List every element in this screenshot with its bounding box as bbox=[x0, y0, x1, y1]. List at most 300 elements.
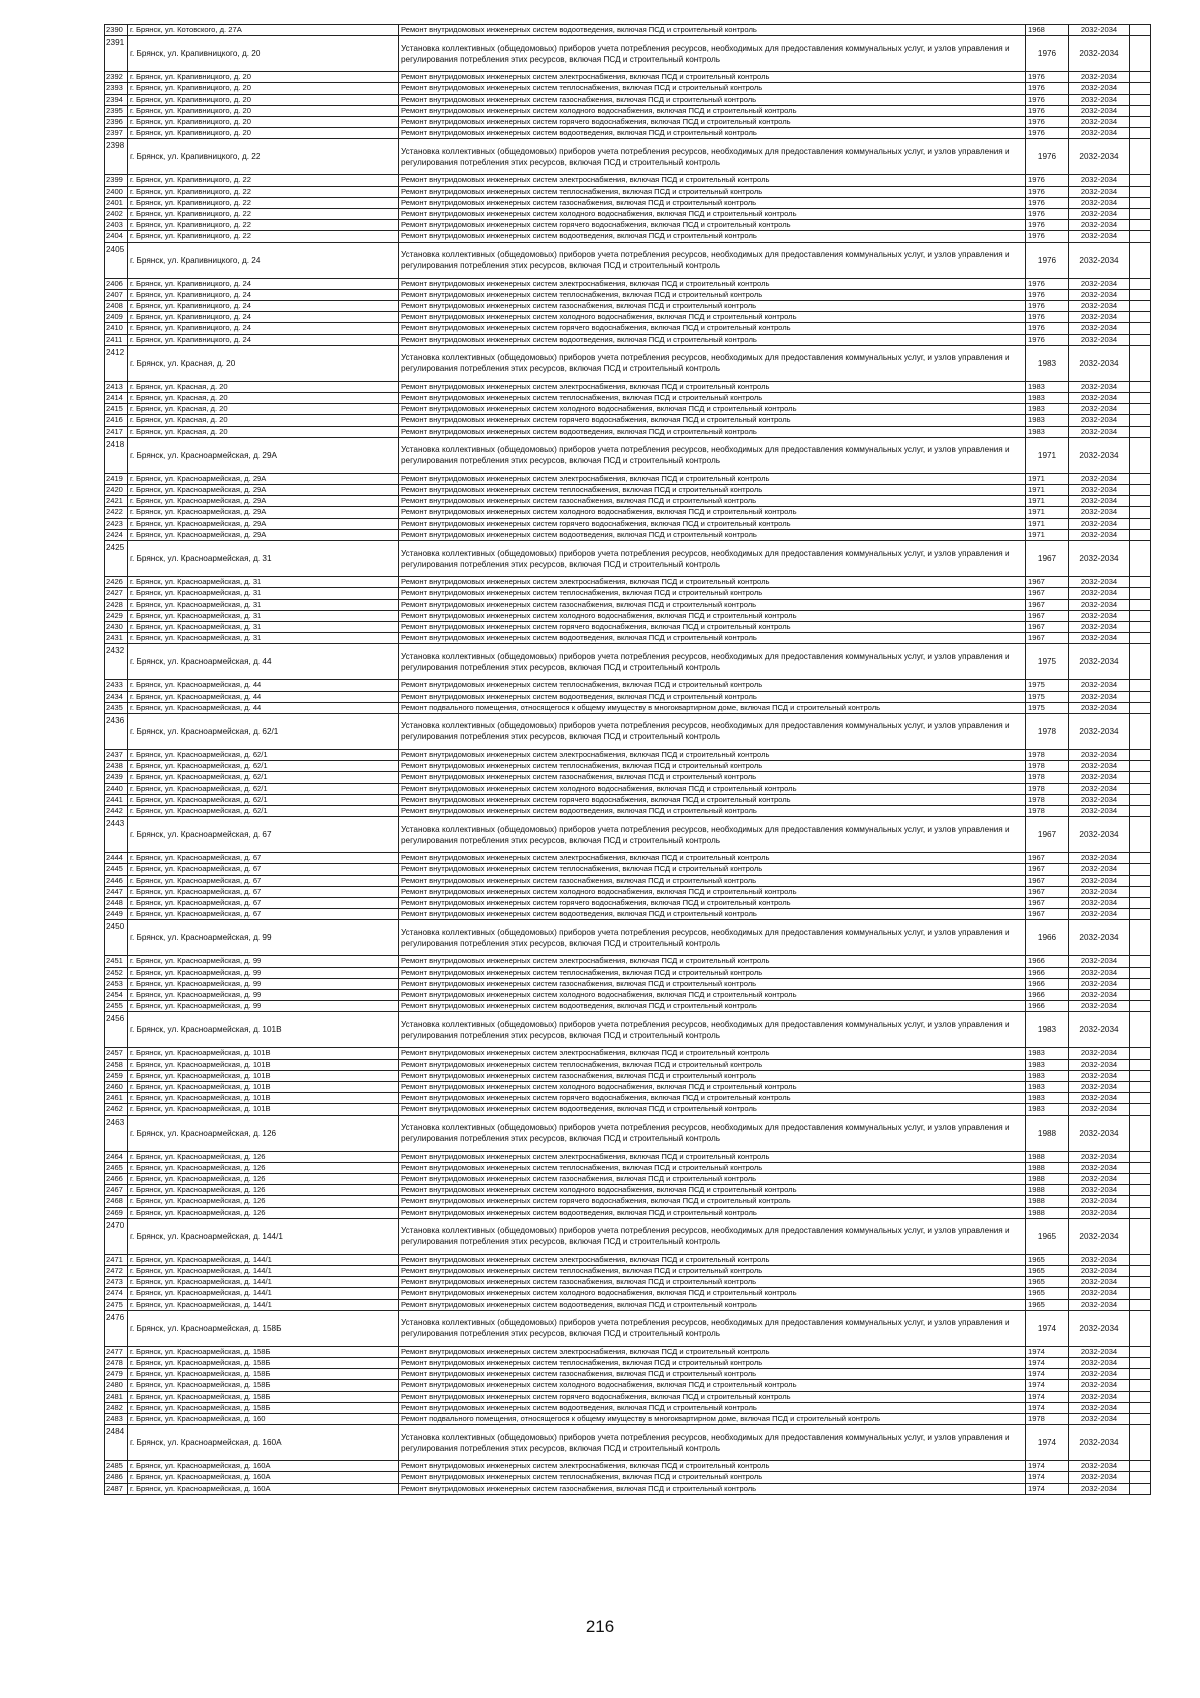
address-cell: г. Брянск, ул. Крапивницкого, д. 24 bbox=[128, 334, 399, 345]
table-row bbox=[105, 507, 1151, 518]
year-cell: 1974 bbox=[1026, 1391, 1069, 1402]
year-cell: 1967 bbox=[1026, 621, 1069, 632]
work-type-cell: Ремонт внутридомовых инженерных систем электроснабжения, включая ПСД и строительный контроль bbox=[399, 473, 1026, 484]
row-number: 2455 bbox=[105, 1001, 128, 1012]
row-number: 2390 bbox=[105, 25, 128, 36]
address-cell: г. Брянск, ул. Красноармейская, д. 126 bbox=[128, 1207, 399, 1218]
row-number: 2424 bbox=[105, 529, 128, 540]
row-number: 2422 bbox=[105, 507, 128, 518]
work-type-cell: Ремонт внутридомовых инженерных систем теплоснабжения, включая ПСД и строительный контроль bbox=[399, 967, 1026, 978]
empty-cell bbox=[1130, 1288, 1151, 1299]
table-row bbox=[105, 989, 1151, 1000]
year-cell: 1978 bbox=[1026, 772, 1069, 783]
empty-cell bbox=[1130, 541, 1151, 577]
address-cell: г. Брянск, ул. Красноармейская, д. 101В bbox=[128, 1012, 399, 1048]
row-number: 2462 bbox=[105, 1104, 128, 1115]
year-cell: 1988 bbox=[1026, 1115, 1069, 1151]
work-type-cell: Ремонт внутридомовых инженерных систем водоотведения, включая ПСД и строительный контроль bbox=[399, 1299, 1026, 1310]
table-row bbox=[105, 345, 1151, 381]
table-row bbox=[105, 1218, 1151, 1254]
period-cell: 2032-2034 bbox=[1069, 956, 1130, 967]
row-number: 2420 bbox=[105, 485, 128, 496]
year-cell: 1974 bbox=[1026, 1472, 1069, 1483]
year-cell: 1976 bbox=[1026, 94, 1069, 105]
period-cell: 2032-2034 bbox=[1069, 1358, 1130, 1369]
year-cell: 1968 bbox=[1026, 25, 1069, 36]
address-cell: г. Брянск, ул. Красноармейская, д. 99 bbox=[128, 967, 399, 978]
period-cell: 2032-2034 bbox=[1069, 518, 1130, 529]
work-type-cell: Ремонт внутридомовых инженерных систем горячего водоснабжения, включая ПСД и строительный контроль bbox=[399, 621, 1026, 632]
period-cell: 2032-2034 bbox=[1069, 415, 1130, 426]
address-cell: г. Брянск, ул. Крапивницкого, д. 22 bbox=[128, 175, 399, 186]
empty-cell bbox=[1130, 197, 1151, 208]
period-cell: 2032-2034 bbox=[1069, 36, 1130, 72]
period-cell: 2032-2034 bbox=[1069, 1346, 1130, 1357]
year-cell: 1983 bbox=[1026, 393, 1069, 404]
address-cell: г. Брянск, ул. Красноармейская, д. 29А bbox=[128, 529, 399, 540]
empty-cell bbox=[1130, 805, 1151, 816]
empty-cell bbox=[1130, 599, 1151, 610]
year-cell: 1971 bbox=[1026, 437, 1069, 473]
address-cell: г. Брянск, ул. Красноармейская, д. 126 bbox=[128, 1185, 399, 1196]
work-type-cell: Ремонт внутридомовых инженерных систем теплоснабжения, включая ПСД и строительный контроль bbox=[399, 1162, 1026, 1173]
period-cell: 2032-2034 bbox=[1069, 437, 1130, 473]
empty-cell bbox=[1130, 864, 1151, 875]
work-type-cell: Ремонт внутридомовых инженерных систем холодного водоснабжения, включая ПСД и строительный контроль bbox=[399, 1288, 1026, 1299]
work-type-cell: Ремонт внутридомовых инженерных систем теплоснабжения, включая ПСД и строительный контроль bbox=[399, 864, 1026, 875]
work-type-cell: Ремонт внутридомовых инженерных систем газоснабжения, включая ПСД и строительный контроль bbox=[399, 94, 1026, 105]
empty-cell bbox=[1130, 633, 1151, 644]
year-cell: 1966 bbox=[1026, 989, 1069, 1000]
work-type-cell: Ремонт внутридомовых инженерных систем холодного водоснабжения, включая ПСД и строительный контроль bbox=[399, 1081, 1026, 1092]
empty-cell bbox=[1130, 713, 1151, 749]
empty-cell bbox=[1130, 437, 1151, 473]
period-cell: 2032-2034 bbox=[1069, 772, 1130, 783]
row-number: 2485 bbox=[105, 1461, 128, 1472]
work-type-cell: Установка коллективных (общедомовых) приборов учета потребления ресурсов, необходимых для предоставления коммунальных услуг, и узлов управления и регулирования потребления этих ресурсов, включая ПСД и строительный контроль bbox=[399, 713, 1026, 749]
year-cell: 1976 bbox=[1026, 197, 1069, 208]
period-cell: 2032-2034 bbox=[1069, 577, 1130, 588]
row-number: 2403 bbox=[105, 220, 128, 231]
year-cell: 1976 bbox=[1026, 301, 1069, 312]
address-cell: г. Брянск, ул. Красноармейская, д. 160 bbox=[128, 1414, 399, 1425]
empty-cell bbox=[1130, 242, 1151, 278]
row-number: 2478 bbox=[105, 1358, 128, 1369]
row-number: 2392 bbox=[105, 72, 128, 83]
address-cell: г. Брянск, ул. Красноармейская, д. 158Б bbox=[128, 1402, 399, 1413]
period-cell: 2032-2034 bbox=[1069, 231, 1130, 242]
work-type-cell: Ремонт внутридомовых инженерных систем электроснабжения, включая ПСД и строительный контроль bbox=[399, 1461, 1026, 1472]
address-cell: г. Брянск, ул. Красноармейская, д. 29А bbox=[128, 473, 399, 484]
year-cell: 1978 bbox=[1026, 713, 1069, 749]
table-row bbox=[105, 1207, 1151, 1218]
empty-cell bbox=[1130, 772, 1151, 783]
row-number: 2432 bbox=[105, 644, 128, 680]
period-cell: 2032-2034 bbox=[1069, 186, 1130, 197]
table-row bbox=[105, 897, 1151, 908]
empty-cell bbox=[1130, 426, 1151, 437]
empty-cell bbox=[1130, 139, 1151, 175]
table-row bbox=[105, 25, 1151, 36]
year-cell: 1976 bbox=[1026, 323, 1069, 334]
empty-cell bbox=[1130, 231, 1151, 242]
row-number: 2487 bbox=[105, 1483, 128, 1494]
table-row bbox=[105, 312, 1151, 323]
row-number: 2399 bbox=[105, 175, 128, 186]
row-number: 2437 bbox=[105, 749, 128, 760]
table-row bbox=[105, 1012, 1151, 1048]
year-cell: 1965 bbox=[1026, 1218, 1069, 1254]
empty-cell bbox=[1130, 415, 1151, 426]
address-cell: г. Брянск, ул. Красная, д. 20 bbox=[128, 345, 399, 381]
row-number: 2477 bbox=[105, 1346, 128, 1357]
period-cell: 2032-2034 bbox=[1069, 1207, 1130, 1218]
period-cell: 2032-2034 bbox=[1069, 1151, 1130, 1162]
table-row bbox=[105, 1483, 1151, 1494]
work-type-cell: Установка коллективных (общедомовых) приборов учета потребления ресурсов, необходимых для предоставления коммунальных услуг, и узлов управления и регулирования потребления этих ресурсов, включая ПСД и строительный контроль bbox=[399, 920, 1026, 956]
period-cell: 2032-2034 bbox=[1069, 1425, 1130, 1461]
empty-cell bbox=[1130, 1346, 1151, 1357]
address-cell: г. Брянск, ул. Красноармейская, д. 31 bbox=[128, 633, 399, 644]
table-row bbox=[105, 956, 1151, 967]
work-type-cell: Ремонт внутридомовых инженерных систем холодного водоснабжения, включая ПСД и строительный контроль bbox=[399, 1380, 1026, 1391]
year-cell: 1978 bbox=[1026, 783, 1069, 794]
empty-cell bbox=[1130, 1310, 1151, 1346]
table-row bbox=[105, 1048, 1151, 1059]
work-type-cell: Ремонт внутридомовых инженерных систем горячего водоснабжения, включая ПСД и строительный контроль bbox=[399, 323, 1026, 334]
year-cell: 1965 bbox=[1026, 1266, 1069, 1277]
address-cell: г. Брянск, ул. Красноармейская, д. 99 bbox=[128, 978, 399, 989]
work-type-cell: Ремонт внутридомовых инженерных систем газоснабжения, включая ПСД и строительный контроль bbox=[399, 875, 1026, 886]
empty-cell bbox=[1130, 301, 1151, 312]
empty-cell bbox=[1130, 1185, 1151, 1196]
work-type-cell: Ремонт внутридомовых инженерных систем электроснабжения, включая ПСД и строительный контроль bbox=[399, 853, 1026, 864]
empty-cell bbox=[1130, 588, 1151, 599]
period-cell: 2032-2034 bbox=[1069, 886, 1130, 897]
period-cell: 2032-2034 bbox=[1069, 94, 1130, 105]
period-cell: 2032-2034 bbox=[1069, 1369, 1130, 1380]
address-cell: г. Брянск, ул. Красноармейская, д. 160А bbox=[128, 1461, 399, 1472]
row-number: 2433 bbox=[105, 680, 128, 691]
period-cell: 2032-2034 bbox=[1069, 978, 1130, 989]
address-cell: г. Брянск, ул. Красноармейская, д. 126 bbox=[128, 1115, 399, 1151]
table-body bbox=[105, 25, 1151, 1495]
row-number: 2442 bbox=[105, 805, 128, 816]
work-type-cell: Ремонт внутридомовых инженерных систем электроснабжения, включая ПСД и строительный контроль bbox=[399, 72, 1026, 83]
work-type-cell: Ремонт внутридомовых инженерных систем горячего водоснабжения, включая ПСД и строительный контроль bbox=[399, 1391, 1026, 1402]
period-cell: 2032-2034 bbox=[1069, 529, 1130, 540]
period-cell: 2032-2034 bbox=[1069, 864, 1130, 875]
row-number: 2396 bbox=[105, 117, 128, 128]
work-type-cell: Ремонт внутридомовых инженерных систем водоотведения, включая ПСД и строительный контроль bbox=[399, 1402, 1026, 1413]
row-number: 2429 bbox=[105, 610, 128, 621]
table-row bbox=[105, 909, 1151, 920]
table-row bbox=[105, 621, 1151, 632]
work-type-cell: Ремонт внутридомовых инженерных систем теплоснабжения, включая ПСД и строительный контроль bbox=[399, 761, 1026, 772]
table-row bbox=[105, 772, 1151, 783]
empty-cell bbox=[1130, 83, 1151, 94]
table-row bbox=[105, 529, 1151, 540]
address-cell: г. Брянск, ул. Крапивницкого, д. 20 bbox=[128, 105, 399, 116]
table-row bbox=[105, 117, 1151, 128]
period-cell: 2032-2034 bbox=[1069, 1070, 1130, 1081]
row-number: 2400 bbox=[105, 186, 128, 197]
address-cell: г. Брянск, ул. Крапивницкого, д. 24 bbox=[128, 289, 399, 300]
work-type-cell: Ремонт внутридомовых инженерных систем горячего водоснабжения, включая ПСД и строительный контроль bbox=[399, 794, 1026, 805]
table-row bbox=[105, 817, 1151, 853]
table-row bbox=[105, 1346, 1151, 1357]
row-number: 2421 bbox=[105, 496, 128, 507]
address-cell: г. Брянск, ул. Котовского, д. 27А bbox=[128, 25, 399, 36]
empty-cell bbox=[1130, 186, 1151, 197]
period-cell: 2032-2034 bbox=[1069, 301, 1130, 312]
period-cell: 2032-2034 bbox=[1069, 507, 1130, 518]
row-number: 2411 bbox=[105, 334, 128, 345]
table-row bbox=[105, 875, 1151, 886]
period-cell: 2032-2034 bbox=[1069, 644, 1130, 680]
address-cell: г. Брянск, ул. Крапивницкого, д. 24 bbox=[128, 312, 399, 323]
row-number: 2484 bbox=[105, 1425, 128, 1461]
year-cell: 1967 bbox=[1026, 610, 1069, 621]
address-cell: г. Брянск, ул. Красноармейская, д. 99 bbox=[128, 920, 399, 956]
empty-cell bbox=[1130, 853, 1151, 864]
address-cell: г. Брянск, ул. Красноармейская, д. 158Б bbox=[128, 1358, 399, 1369]
work-type-cell: Ремонт подвального помещения, относящегося к общему имуществу в многоквартирном доме, включая ПСД и строительный контроль bbox=[399, 702, 1026, 713]
work-type-cell: Ремонт внутридомовых инженерных систем теплоснабжения, включая ПСД и строительный контроль bbox=[399, 1472, 1026, 1483]
period-cell: 2032-2034 bbox=[1069, 117, 1130, 128]
work-type-cell: Установка коллективных (общедомовых) приборов учета потребления ресурсов, необходимых для предоставления коммунальных услуг, и узлов управления и регулирования потребления этих ресурсов, включая ПСД и строительный контроль bbox=[399, 437, 1026, 473]
empty-cell bbox=[1130, 25, 1151, 36]
period-cell: 2032-2034 bbox=[1069, 805, 1130, 816]
row-number: 2453 bbox=[105, 978, 128, 989]
work-type-cell: Ремонт внутридомовых инженерных систем холодного водоснабжения, включая ПСД и строительный контроль bbox=[399, 209, 1026, 220]
row-number: 2457 bbox=[105, 1048, 128, 1059]
table-row bbox=[105, 393, 1151, 404]
work-type-cell: Ремонт внутридомовых инженерных систем электроснабжения, включая ПСД и строительный контроль bbox=[399, 577, 1026, 588]
year-cell: 1971 bbox=[1026, 496, 1069, 507]
empty-cell bbox=[1130, 920, 1151, 956]
address-cell: г. Брянск, ул. Красноармейская, д. 67 bbox=[128, 897, 399, 908]
row-number: 2456 bbox=[105, 1012, 128, 1048]
table-row bbox=[105, 1254, 1151, 1265]
empty-cell bbox=[1130, 1059, 1151, 1070]
table-row bbox=[105, 105, 1151, 116]
table-row bbox=[105, 1461, 1151, 1472]
work-type-cell: Ремонт внутридомовых инженерных систем теплоснабжения, включая ПСД и строительный контроль bbox=[399, 1266, 1026, 1277]
row-number: 2465 bbox=[105, 1162, 128, 1173]
year-cell: 1988 bbox=[1026, 1162, 1069, 1173]
empty-cell bbox=[1130, 36, 1151, 72]
empty-cell bbox=[1130, 1299, 1151, 1310]
table-row bbox=[105, 473, 1151, 484]
empty-cell bbox=[1130, 1380, 1151, 1391]
period-cell: 2032-2034 bbox=[1069, 404, 1130, 415]
work-type-cell: Ремонт внутридомовых инженерных систем газоснабжения, включая ПСД и строительный контроль bbox=[399, 1369, 1026, 1380]
row-number: 2469 bbox=[105, 1207, 128, 1218]
empty-cell bbox=[1130, 393, 1151, 404]
table-row bbox=[105, 1081, 1151, 1092]
period-cell: 2032-2034 bbox=[1069, 989, 1130, 1000]
table-row bbox=[105, 83, 1151, 94]
year-cell: 1976 bbox=[1026, 128, 1069, 139]
row-number: 2428 bbox=[105, 599, 128, 610]
row-number: 2436 bbox=[105, 713, 128, 749]
work-type-cell: Ремонт внутридомовых инженерных систем теплоснабжения, включая ПСД и строительный контроль bbox=[399, 186, 1026, 197]
row-number: 2460 bbox=[105, 1081, 128, 1092]
work-type-cell: Ремонт внутридомовых инженерных систем электроснабжения, включая ПСД и строительный контроль bbox=[399, 1346, 1026, 1357]
period-cell: 2032-2034 bbox=[1069, 485, 1130, 496]
year-cell: 1983 bbox=[1026, 1059, 1069, 1070]
work-type-cell: Ремонт внутридомовых инженерных систем водоотведения, включая ПСД и строительный контроль bbox=[399, 633, 1026, 644]
year-cell: 1976 bbox=[1026, 209, 1069, 220]
year-cell: 1976 bbox=[1026, 83, 1069, 94]
year-cell: 1967 bbox=[1026, 588, 1069, 599]
year-cell: 1974 bbox=[1026, 1369, 1069, 1380]
row-number: 2441 bbox=[105, 794, 128, 805]
address-cell: г. Брянск, ул. Красноармейская, д. 31 bbox=[128, 541, 399, 577]
empty-cell bbox=[1130, 209, 1151, 220]
empty-cell bbox=[1130, 989, 1151, 1000]
period-cell: 2032-2034 bbox=[1069, 1093, 1130, 1104]
empty-cell bbox=[1130, 644, 1151, 680]
address-cell: г. Брянск, ул. Красноармейская, д. 101В bbox=[128, 1104, 399, 1115]
empty-cell bbox=[1130, 1196, 1151, 1207]
work-type-cell: Ремонт внутридомовых инженерных систем холодного водоснабжения, включая ПСД и строительный контроль bbox=[399, 1185, 1026, 1196]
table-row bbox=[105, 886, 1151, 897]
empty-cell bbox=[1130, 1358, 1151, 1369]
row-number: 2452 bbox=[105, 967, 128, 978]
empty-cell bbox=[1130, 1001, 1151, 1012]
work-type-cell: Ремонт внутридомовых инженерных систем холодного водоснабжения, включая ПСД и строительный контроль bbox=[399, 404, 1026, 415]
address-cell: г. Брянск, ул. Крапивницкого, д. 20 bbox=[128, 94, 399, 105]
table-row bbox=[105, 1174, 1151, 1185]
work-type-cell: Ремонт внутридомовых инженерных систем теплоснабжения, включая ПСД и строительный контроль bbox=[399, 680, 1026, 691]
table-row bbox=[105, 805, 1151, 816]
year-cell: 1974 bbox=[1026, 1461, 1069, 1472]
address-cell: г. Брянск, ул. Крапивницкого, д. 22 bbox=[128, 197, 399, 208]
period-cell: 2032-2034 bbox=[1069, 1483, 1130, 1494]
empty-cell bbox=[1130, 1115, 1151, 1151]
period-cell: 2032-2034 bbox=[1069, 1402, 1130, 1413]
table-row bbox=[105, 1425, 1151, 1461]
row-number: 2449 bbox=[105, 909, 128, 920]
empty-cell bbox=[1130, 886, 1151, 897]
row-number: 2440 bbox=[105, 783, 128, 794]
work-type-cell: Ремонт внутридомовых инженерных систем теплоснабжения, включая ПСД и строительный контроль bbox=[399, 1358, 1026, 1369]
table-row bbox=[105, 1115, 1151, 1151]
work-type-cell: Установка коллективных (общедомовых) приборов учета потребления ресурсов, необходимых для предоставления коммунальных услуг, и узлов управления и регулирования потребления этих ресурсов, включая ПСД и строительный контроль bbox=[399, 1425, 1026, 1461]
row-number: 2395 bbox=[105, 105, 128, 116]
period-cell: 2032-2034 bbox=[1069, 1254, 1130, 1265]
table-row bbox=[105, 175, 1151, 186]
row-number: 2412 bbox=[105, 345, 128, 381]
address-cell: г. Брянск, ул. Красноармейская, д. 126 bbox=[128, 1162, 399, 1173]
address-cell: г. Брянск, ул. Красноармейская, д. 99 bbox=[128, 1001, 399, 1012]
work-type-cell: Ремонт внутридомовых инженерных систем газоснабжения, включая ПСД и строительный контроль bbox=[399, 1070, 1026, 1081]
empty-cell bbox=[1130, 875, 1151, 886]
table-row bbox=[105, 334, 1151, 345]
table-row bbox=[105, 209, 1151, 220]
row-number: 2431 bbox=[105, 633, 128, 644]
row-number: 2471 bbox=[105, 1254, 128, 1265]
period-cell: 2032-2034 bbox=[1069, 426, 1130, 437]
work-type-cell: Ремонт внутридомовых инженерных систем водоотведения, включая ПСД и строительный контроль bbox=[399, 426, 1026, 437]
work-type-cell: Ремонт внутридомовых инженерных систем холодного водоснабжения, включая ПСД и строительный контроль bbox=[399, 105, 1026, 116]
row-number: 2409 bbox=[105, 312, 128, 323]
year-cell: 1974 bbox=[1026, 1380, 1069, 1391]
table-row bbox=[105, 1001, 1151, 1012]
year-cell: 1976 bbox=[1026, 186, 1069, 197]
table-row bbox=[105, 323, 1151, 334]
period-cell: 2032-2034 bbox=[1069, 1104, 1130, 1115]
period-cell: 2032-2034 bbox=[1069, 794, 1130, 805]
row-number: 2480 bbox=[105, 1380, 128, 1391]
row-number: 2416 bbox=[105, 415, 128, 426]
table-row bbox=[105, 1414, 1151, 1425]
period-cell: 2032-2034 bbox=[1069, 83, 1130, 94]
address-cell: г. Брянск, ул. Красноармейская, д. 101В bbox=[128, 1070, 399, 1081]
empty-cell bbox=[1130, 680, 1151, 691]
work-type-cell: Ремонт внутридомовых инженерных систем теплоснабжения, включая ПСД и строительный контроль bbox=[399, 1059, 1026, 1070]
work-type-cell: Установка коллективных (общедомовых) приборов учета потребления ресурсов, необходимых для предоставления коммунальных услуг, и узлов управления и регулирования потребления этих ресурсов, включая ПСД и строительный контроль bbox=[399, 345, 1026, 381]
year-cell: 1983 bbox=[1026, 1081, 1069, 1092]
table-row bbox=[105, 713, 1151, 749]
work-type-cell: Ремонт внутридомовых инженерных систем теплоснабжения, включая ПСД и строительный контроль bbox=[399, 485, 1026, 496]
empty-cell bbox=[1130, 323, 1151, 334]
period-cell: 2032-2034 bbox=[1069, 128, 1130, 139]
work-type-cell: Установка коллективных (общедомовых) приборов учета потребления ресурсов, необходимых для предоставления коммунальных услуг, и узлов управления и регулирования потребления этих ресурсов, включая ПСД и строительный контроль bbox=[399, 817, 1026, 853]
period-cell: 2032-2034 bbox=[1069, 1059, 1130, 1070]
address-cell: г. Брянск, ул. Красноармейская, д. 67 bbox=[128, 817, 399, 853]
year-cell: 1983 bbox=[1026, 1048, 1069, 1059]
table-row bbox=[105, 577, 1151, 588]
row-number: 2486 bbox=[105, 1472, 128, 1483]
address-cell: г. Брянск, ул. Красноармейская, д. 29А bbox=[128, 507, 399, 518]
table-row bbox=[105, 242, 1151, 278]
table-row bbox=[105, 289, 1151, 300]
row-number: 2483 bbox=[105, 1414, 128, 1425]
table-row bbox=[105, 426, 1151, 437]
year-cell: 1974 bbox=[1026, 1425, 1069, 1461]
work-type-cell: Ремонт внутридомовых инженерных систем теплоснабжения, включая ПСД и строительный контроль bbox=[399, 289, 1026, 300]
empty-cell bbox=[1130, 94, 1151, 105]
year-cell: 1976 bbox=[1026, 139, 1069, 175]
empty-cell bbox=[1130, 956, 1151, 967]
empty-cell bbox=[1130, 1472, 1151, 1483]
year-cell: 1978 bbox=[1026, 805, 1069, 816]
year-cell: 1983 bbox=[1026, 1104, 1069, 1115]
empty-cell bbox=[1130, 1048, 1151, 1059]
year-cell: 1978 bbox=[1026, 794, 1069, 805]
period-cell: 2032-2034 bbox=[1069, 541, 1130, 577]
row-number: 2404 bbox=[105, 231, 128, 242]
row-number: 2425 bbox=[105, 541, 128, 577]
work-type-cell: Ремонт внутридомовых инженерных систем газоснабжения, включая ПСД и строительный контроль bbox=[399, 772, 1026, 783]
empty-cell bbox=[1130, 289, 1151, 300]
work-type-cell: Установка коллективных (общедомовых) приборов учета потребления ресурсов, необходимых для предоставления коммунальных услуг, и узлов управления и регулирования потребления этих ресурсов, включая ПСД и строительный контроль bbox=[399, 36, 1026, 72]
address-cell: г. Брянск, ул. Красноармейская, д. 158Б bbox=[128, 1380, 399, 1391]
work-type-cell: Ремонт внутридомовых инженерных систем водоотведения, включая ПСД и строительный контроль bbox=[399, 128, 1026, 139]
work-type-cell: Ремонт внутридомовых инженерных систем газоснабжения, включая ПСД и строительный контроль bbox=[399, 1483, 1026, 1494]
period-cell: 2032-2034 bbox=[1069, 334, 1130, 345]
year-cell: 1967 bbox=[1026, 541, 1069, 577]
work-type-cell: Ремонт внутридомовых инженерных систем электроснабжения, включая ПСД и строительный контроль bbox=[399, 278, 1026, 289]
row-number: 2398 bbox=[105, 139, 128, 175]
address-cell: г. Брянск, ул. Красноармейская, д. 144/1 bbox=[128, 1277, 399, 1288]
year-cell: 1976 bbox=[1026, 334, 1069, 345]
row-number: 2401 bbox=[105, 197, 128, 208]
row-number: 2402 bbox=[105, 209, 128, 220]
